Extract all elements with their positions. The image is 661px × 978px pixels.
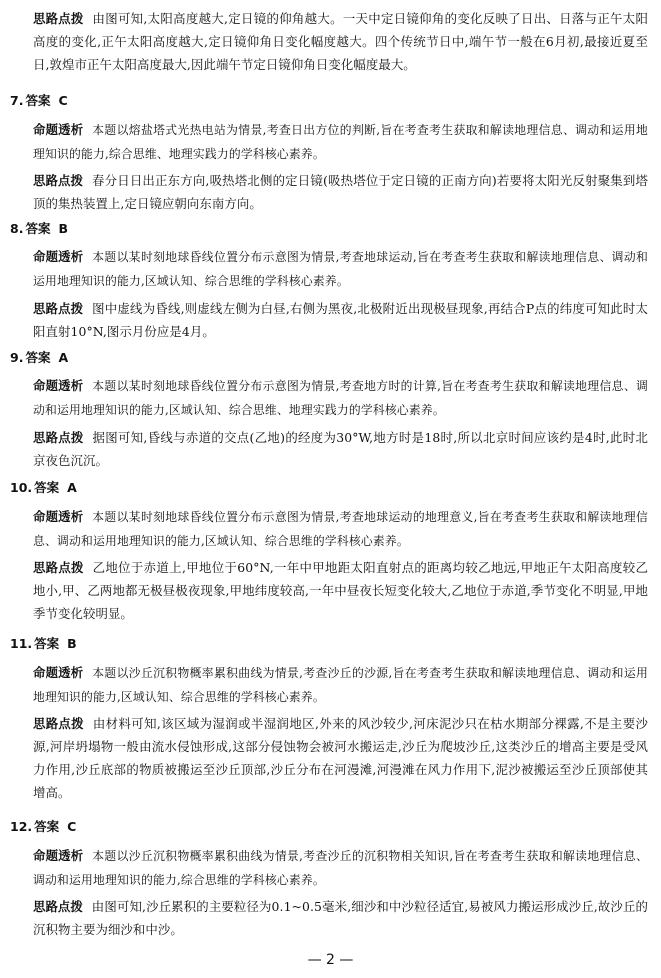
- analysis-paragraph-8: [33, 245, 648, 293]
- analysis-label: 命题透析: [33, 378, 84, 393]
- answer-label: 答案: [25, 221, 51, 236]
- hint-paragraph-10: [33, 556, 648, 625]
- page-number: — 2 —: [307, 952, 354, 968]
- analysis-label: 命题透析: [33, 122, 84, 137]
- analysis-paragraph-12: [33, 844, 648, 892]
- hint-label: 思路点拨: [33, 11, 84, 26]
- hint-text: 春分日日出正东方向,吸热塔北侧的定日镜(吸热塔位于定日镜的正南方向)若要将太阳光反射聚集到塔顶的集热装置上,定日镜应朝向东南方向。: [33, 173, 648, 211]
- hint-paragraph-7: [33, 169, 648, 215]
- analysis-paragraph-7: [33, 118, 648, 166]
- analysis-text: 本题以沙丘沉积物概率累积曲线为情景,考查沙丘的沙源,旨在考查考生获取和解读地理信息、调动和运用地理知识的能力,区域认知、综合思维的学科核心素养。: [33, 666, 649, 704]
- analysis-paragraph-10: [33, 505, 648, 553]
- question-number: 9.: [10, 350, 24, 365]
- answer-line-11: [10, 634, 77, 654]
- analysis-text: 本题以某时刻地球昏线位置分布示意图为情景,考查地球运动的地理意义,旨在考查考生获取和解读地理信息、调动和运用地理知识的能力,区域认知、综合思维的学科核心素养。: [33, 510, 649, 548]
- hint-paragraph-12: [33, 895, 648, 941]
- question-number: 8.: [10, 221, 24, 236]
- hint-paragraph-8: [33, 297, 648, 343]
- analysis-paragraph-9: [33, 374, 648, 422]
- answer-line-12: [10, 817, 76, 837]
- analysis-label: 命题透析: [33, 509, 84, 524]
- hint-label: 思路点拨: [33, 301, 84, 316]
- analysis-label: 命题透析: [33, 848, 84, 863]
- hint-paragraph-6: [33, 7, 648, 76]
- answer-value: B: [67, 636, 77, 651]
- analysis-paragraph-11: [33, 661, 648, 709]
- answer-value: B: [58, 221, 68, 236]
- answer-value: C: [58, 93, 68, 108]
- question-number: 7.: [10, 93, 24, 108]
- analysis-label: 命题透析: [33, 665, 84, 680]
- answer-label: 答案: [34, 636, 60, 651]
- hint-text: 据图可知,昏线与赤道的交点(乙地)的经度为30°W,地方时是18时,所以北京时间应该约是4时,此时北京夜色沉沉。: [33, 430, 648, 468]
- hint-text: 由材料可知,该区域为湿润或半湿润地区,外来的风沙较少,河床泥沙只在枯水期部分裸露,不是主要沙源,河岸坍塌物一般由流水侵蚀形成,这部分侵蚀物会被河水搬运走,沙丘为爬坡沙丘,这类沙丘的增高主要是受风力作用,沙丘底部的物质被搬运至沙丘顶部,沙丘分布在河漫滩,河漫滩在风力作用下,泥沙被搬运至沙丘顶部使其增高。: [33, 716, 648, 800]
- answer-line-7: [10, 91, 68, 111]
- answer-label: 答案: [34, 819, 60, 834]
- hint-label: 思路点拨: [33, 173, 84, 188]
- question-number: 11.: [10, 636, 33, 651]
- hint-text: 乙地位于赤道上,甲地位于60°N,一年中甲地距太阳直射点的距离均较乙地远,甲地正午太阳高度较乙地小,甲、乙两地都无极昼极夜现象,甲地纬度较高,一年中昼夜长短变化较大,乙地位于赤道,季节变化不明显,甲地季节变化较明显。: [33, 560, 649, 621]
- answer-value: A: [67, 480, 77, 495]
- analysis-label: 命题透析: [33, 249, 84, 264]
- hint-text: 图中虚线为昏线,则虚线左侧为白昼,右侧为黑夜,北极附近出现极昼现象,再结合P点的纬度可知此时太阳直射10°N,图示月份应是4月。: [33, 301, 649, 339]
- question-number: 10.: [10, 480, 33, 495]
- answer-line-9: [10, 348, 68, 368]
- analysis-text: 本题以某时刻地球昏线位置分布示意图为情景,考查地方时的计算,旨在考查考生获取和解读地理信息、调动和运用地理知识的能力,区域认知、综合思维、地理实践力的学科核心素养。: [33, 379, 649, 417]
- answer-value: A: [58, 350, 69, 365]
- hint-label: 思路点拨: [33, 560, 84, 575]
- answer-line-10: [10, 478, 77, 498]
- answer-label: 答案: [25, 93, 51, 108]
- answer-value: C: [67, 819, 77, 834]
- answer-label: 答案: [34, 480, 60, 495]
- question-number: 12.: [10, 819, 33, 834]
- hint-label: 思路点拨: [33, 899, 83, 914]
- analysis-text: 本题以某时刻地球昏线位置分布示意图为情景,考查地球运动,旨在考查考生获取和解读地理信息、调动和运用地理知识的能力,区域认知、综合思维的学科核心素养。: [33, 250, 649, 288]
- hint-label: 思路点拨: [33, 716, 84, 731]
- hint-label: 思路点拨: [33, 430, 84, 445]
- analysis-text: 本题以沙丘沉积物概率累积曲线为情景,考查沙丘的沉积物相关知识,旨在考查考生获取和解读地理信息、调动和运用地理知识的能力,综合思维的学科核心素养。: [33, 849, 649, 887]
- hint-paragraph-11: [33, 712, 648, 804]
- hint-paragraph-9: [33, 426, 648, 472]
- hint-text: 由图可知,沙丘累积的主要粒径为0.1~0.5毫米,细沙和中沙粒径适宜,易被风力搬运形成沙丘,故沙丘的沉积物主要为细沙和中沙。: [33, 899, 649, 937]
- hint-text: 由图可知,太阳高度越大,定日镜的仰角越大。一天中定日镜仰角的变化反映了日出、日落与正午太阳高度的变化,正午太阳高度越大,定日镜仰角日变化幅度越大。四个传统节日中,端午节一般在6月初,最接近夏至日,敦煌市正午太阳高度最大,因此端午节定日镜仰角日变化幅度最大。: [33, 11, 648, 72]
- answer-label: 答案: [25, 350, 51, 365]
- analysis-text: 本题以熔盐塔式光热电站为情景,考查日出方位的判断,旨在考查考生获取和解读地理信息、调动和运用地理知识的能力,综合思维、地理实践力的学科核心素养。: [33, 123, 649, 161]
- answer-line-8: [10, 219, 68, 239]
